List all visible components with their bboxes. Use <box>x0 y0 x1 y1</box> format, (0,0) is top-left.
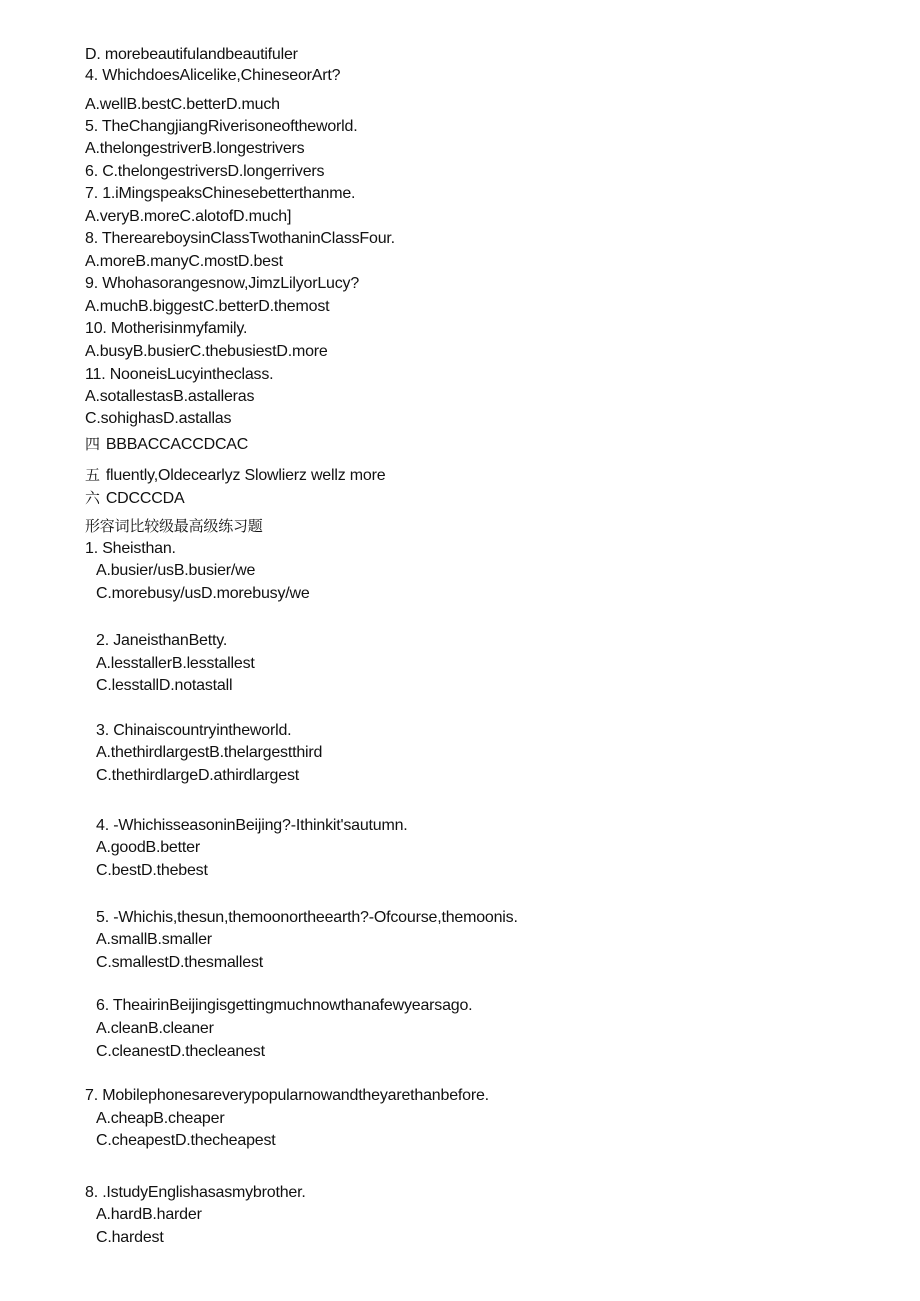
section-title: 形容词比较级最高级练习题 <box>85 517 263 535</box>
option-line: A.thethirdlargestB.thelargestthird <box>96 744 323 761</box>
question-line: 7. 1.iMingspeaksChinesebetterthanme. <box>85 185 356 202</box>
option-line: A.busier/usB.busier/we <box>96 562 256 579</box>
option-line: C.cheapestD.thecheapest <box>96 1132 276 1149</box>
option-line: C.hardest <box>96 1229 164 1246</box>
option-line: C.bestD.thebest <box>96 862 208 879</box>
question-line: 6. C.thelongestriversD.longerrivers <box>85 163 325 180</box>
answer-key-label: 六 <box>85 489 100 507</box>
question-stem: 5. -Whichis,thesun,themoonortheearth?-Ofcourse,themoonis. <box>96 909 518 926</box>
question-line: 9. Whohasorangesnow,JimzLilyorLucy? <box>85 275 360 292</box>
question-stem: 2. JaneisthanBetty. <box>96 632 228 649</box>
option-line: A.hardB.harder <box>96 1206 202 1223</box>
option-line: A.cheapB.cheaper <box>96 1110 225 1127</box>
option-line: C.morebusy/usD.morebusy/we <box>96 585 310 602</box>
option-line: C.smallestD.thesmallest <box>96 954 264 971</box>
option-line: C.sohighasD.astallas <box>85 410 232 427</box>
question-stem: 3. Chinaiscountryintheworld. <box>96 722 292 739</box>
answer-key-text: CDCCCDA <box>105 490 185 507</box>
answer-key-label: 四 <box>85 435 100 453</box>
option-line: A.smallB.smaller <box>96 931 212 948</box>
option-line: A.moreB.manyC.mostD.best <box>85 253 283 270</box>
option-line: A.veryB.moreC.alotofD.much] <box>85 208 292 225</box>
answer-key-five <box>85 465 385 486</box>
answer-key-text: fluently,Oldecearlyz Slowlierz wellz more <box>105 467 386 484</box>
question-stem: 8. .IstudyEnglishasasmybrother. <box>85 1184 306 1201</box>
option-line: A.cleanB.cleaner <box>96 1020 214 1037</box>
answer-key-four <box>85 434 248 455</box>
option-line: A.goodB.better <box>96 839 200 856</box>
question-line: 4. WhichdoesAlicelike,ChineseorArt? <box>85 67 341 84</box>
question-stem: 1. Sheisthan. <box>85 540 176 557</box>
option-line: A.muchB.biggestC.betterD.themost <box>85 298 330 315</box>
option-line: A.thelongestriverB.longestrivers <box>85 140 305 157</box>
option-line: D. morebeautifulandbeautifuler <box>85 46 298 63</box>
question-line: 5. TheChangjiangRiverisoneoftheworld. <box>85 118 358 135</box>
option-line: A.busyB.busierC.thebusiestD.more <box>85 343 328 360</box>
question-line: 8. ThereareboysinClassTwothaninClassFour. <box>85 230 395 247</box>
question-stem: 7. Mobilephonesareverypopularnowandtheyarethanbefore. <box>85 1087 489 1104</box>
option-line: A.wellB.bestC.betterD.much <box>85 96 280 113</box>
question-stem: 6. TheairinBeijingisgettingmuchnowthanafewyearsago. <box>96 997 473 1014</box>
option-line: A.lesstallerB.lesstallest <box>96 655 255 672</box>
option-line: A.sotallestasB.astalleras <box>85 388 255 405</box>
answer-key-label: 五 <box>85 466 100 484</box>
option-line: C.lesstallD.notastall <box>96 677 233 694</box>
option-line: C.thethirdlargeD.athirdlargest <box>96 767 299 784</box>
question-line: 10. Motherisinmyfamily. <box>85 320 248 337</box>
question-line: 11. NooneisLucyintheclass. <box>85 366 274 383</box>
option-line: C.cleanestD.thecleanest <box>96 1043 265 1060</box>
answer-key-six <box>85 488 184 509</box>
question-stem: 4. -WhichisseasoninBeijing?-Ithinkit'sautumn. <box>96 817 408 834</box>
answer-key-text: BBBACCACCDCAC <box>105 436 249 453</box>
